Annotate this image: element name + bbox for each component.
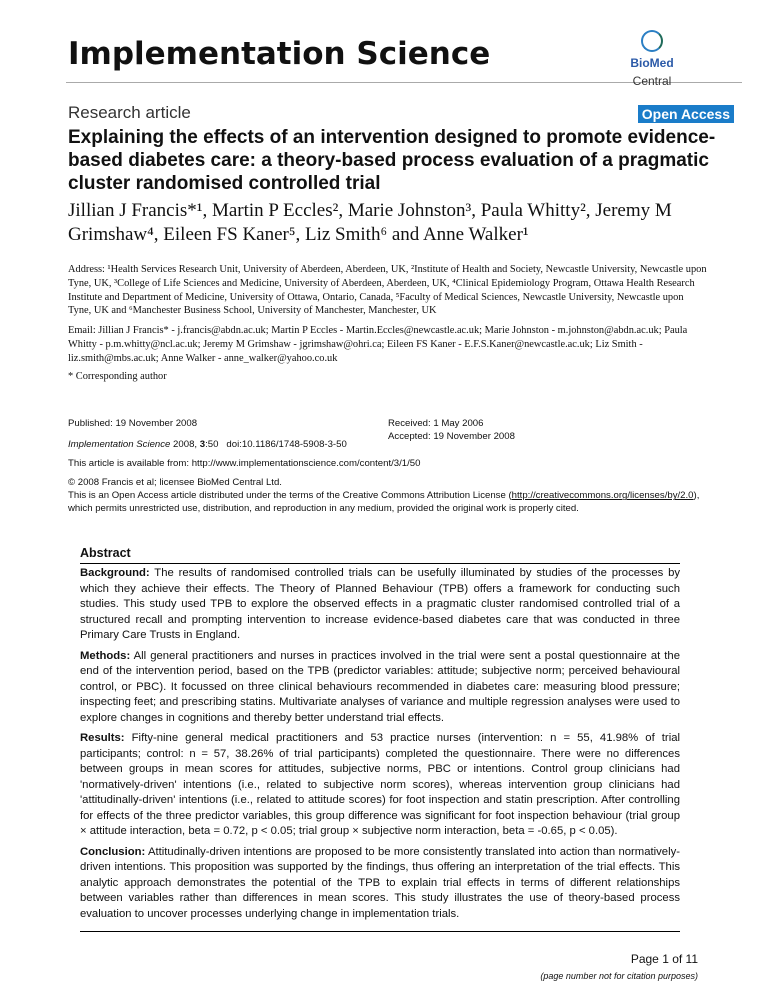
citation-year: 2008, bbox=[170, 439, 200, 451]
section-text: Fifty-nine general medical practitioners and 53 practice nurses (intervention: n = 55, 41.98% of trial participants; control: n = 57, 38.26% of trial participants) completed the questionnaire. There were no differences between groups in mean scores for attitudes, subjective norms, PBC or intentions. Control group clinicians had 'normatively-driven' intentions (i.e., related to subjective norm scores), whereas intervention group clinicians had 'attitudinally-driven' intentions (i.e., related to attitude scores) for foot inspection and statin prescription. After controlling for effects of the three predictor variables, this group difference was significant for foot inspection behaviour (trial group × attitude interaction, beta = 0.72, p < 0.05; trial group × subjective norm interaction, beta = -0.65, p < 0.05). bbox=[80, 732, 680, 838]
article-title: Explaining the effects of an intervention designed to promote evidence-based diabetes care: a theory-based process evaluation of a pragmatic cluster randomised controlled trial bbox=[68, 127, 716, 194]
logo-bold: BioMed bbox=[630, 56, 674, 70]
section-label: Methods: bbox=[80, 649, 131, 662]
header-bar bbox=[66, 0, 742, 88]
dates-row bbox=[68, 417, 720, 451]
abstract-results bbox=[80, 731, 680, 840]
authors: Jillian J Francis*¹, Martin P Eccles², Marie Johnston³, Paula Whitty², Jeremy M Grimshaw⁴, Eileen FS Kaner⁵, Liz Smith⁶ and Anne Walker¹ bbox=[68, 200, 672, 245]
citation-journal: Implementation Science bbox=[68, 439, 171, 451]
dates-left bbox=[68, 417, 388, 451]
license-link[interactable]: http://creativecommons.org/licenses/by/2.0 bbox=[511, 490, 694, 502]
abstract-heading: Abstract bbox=[80, 545, 680, 564]
open-access-badge: Open Access bbox=[638, 105, 734, 123]
published-date: Published: 19 November 2008 bbox=[68, 418, 198, 430]
doi: doi:10.1186/1748-5908-3-50 bbox=[226, 439, 347, 451]
publisher-logo bbox=[612, 30, 692, 90]
citation-article: :50 bbox=[205, 439, 219, 451]
address: Address: ¹Health Services Research Unit, University of Aberdeen, Aberdeen, UK, ²Institute of Health and Society, Newcastle University, Newcastle upon Tyne, UK, ³College of Life Sciences and Medicine, University of Aberdeen, Aberdeen, UK, ⁴Clinical Epidemiology Program, Ottawa Health Research Institute and Department of Medicine, University of Ottawa, Ontario, Canada, ⁵Faculty of Medical Sciences, Newcastle University, Newcastle upon Tyne, UK and ⁶Manchester Business School, University of Manchester, Manchester, UK bbox=[68, 264, 707, 317]
front-matter bbox=[68, 126, 720, 515]
availability: This article is available from: http://www.implementationscience.com/content/3/1/50 bbox=[68, 458, 421, 470]
section-label: Results: bbox=[80, 732, 125, 745]
abstract bbox=[80, 545, 680, 932]
logo-rest: Central bbox=[632, 74, 672, 88]
accepted-date: Accepted: 19 November 2008 bbox=[388, 431, 515, 443]
section-text: All general practitioners and nurses in practices involved in the trial were sent a postal questionnaire at the end of the intervention period, based on the TPB (predictor variables: attitude; subjective norm; perceived behavioural control, or PBC). It focussed on three clinical behaviours recommended in diabetes care: measuring blood pressure; inspecting feet; and prescribing statins. Multivariate analyses of variance and multiple regression analyses were used to explore changes in cognitions and thereby better understand trial effects. bbox=[80, 649, 680, 724]
license-text: This is an Open Access article distributed under the terms of the Creative Commons Attribution License ( bbox=[68, 490, 512, 502]
section-label: Background: bbox=[80, 567, 150, 580]
page-number-note: (page number not for citation purposes) bbox=[540, 971, 698, 982]
license bbox=[68, 489, 708, 515]
abstract-background bbox=[80, 566, 680, 644]
emails: Email: Jillian J Francis* - j.francis@abdn.ac.uk; Martin P Eccles - Martin.Eccles@newcastle.ac.uk; Marie Johnston - m.johnston@abdn.ac.uk; Paula Whitty - p.m.whitty@ncl.ac.uk; Jeremy M Grimshaw - jgrimshaw@ohri.ca; Eileen FS Kaner - E.F.S.Kaner@newcastle.ac.uk; Liz Smith - liz.smith@mbs.ac.uk; Anne Walker - anne_walker@yahoo.co.uk bbox=[68, 325, 688, 364]
footer bbox=[0, 952, 698, 982]
dates-right bbox=[388, 417, 515, 451]
corresponding-note: * Corresponding author bbox=[68, 370, 167, 382]
journal-title: Implementation Science bbox=[68, 36, 491, 72]
abstract-conclusion bbox=[80, 845, 680, 923]
abstract-methods bbox=[80, 649, 680, 727]
section-text: Attitudinally-driven intentions are proposed to be more consistently translated into action than normatively-driven intentions. This proposition was supported by the findings, thus offering an interpretation of the trial effects. This analytic approach demonstrates the potential of the TPB to explain trial effects in terms of different relationships between variables rather than differences in mean scores. This study illustrates the use of theory-based process evaluation to uncover processes underlying change in implementation trials. bbox=[80, 845, 680, 920]
copyright: © 2008 Francis et al; licensee BioMed Central Ltd. bbox=[68, 477, 282, 489]
license-text-end: ), which permits unrestricted use, distribution, and reproduction in any medium, provided the original work is properly cited. bbox=[68, 490, 700, 515]
article-type: Research article bbox=[68, 103, 191, 122]
page-number: Page 1 of 11 bbox=[630, 952, 698, 967]
section-label: Conclusion: bbox=[80, 845, 146, 858]
received-date: Received: 1 May 2006 bbox=[388, 418, 484, 430]
citation-volume: 3 bbox=[199, 439, 206, 451]
article-type-row bbox=[68, 103, 734, 123]
logo-ring-icon bbox=[641, 30, 663, 52]
citation bbox=[68, 438, 388, 451]
section-text: The results of randomised controlled trials can be usefully illuminated by studies of the processes by which they achieve their effects. The Theory of Planned Behaviour (TPB) offers a framework for conducting such studies. This study used TPB to explore the observed effects in a pragmatic cluster randomised controlled trial of a structured recall and prompting intervention to increase evidence-based diabetes care that was conducted in three Primary Care Trusts in England. bbox=[80, 567, 680, 642]
